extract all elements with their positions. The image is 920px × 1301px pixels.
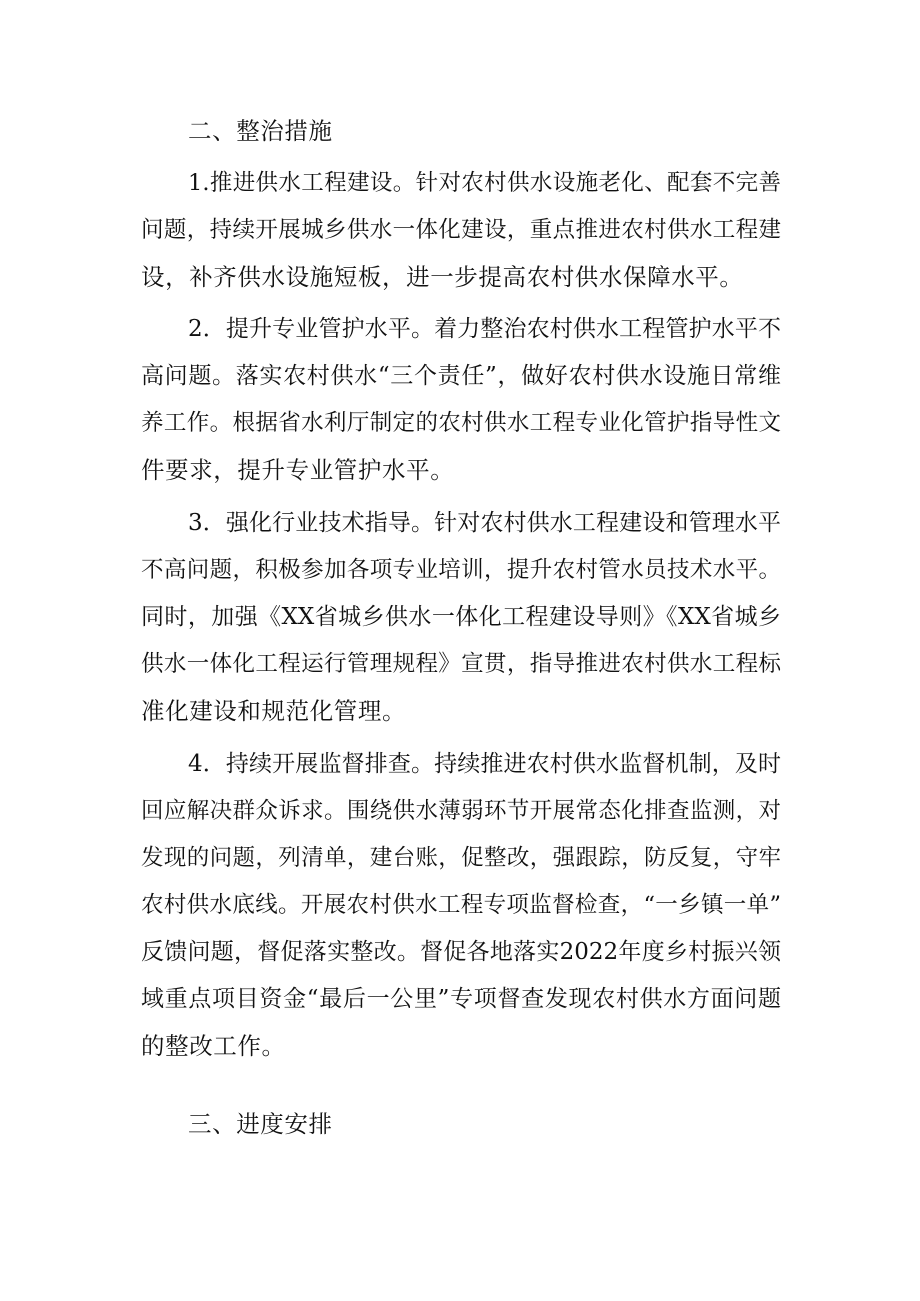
paragraph-2-line-4: 件要求，提升专业管护水平。 [141, 456, 455, 484]
paragraph-4-line-3: 发现的问题，列清单，建台账，促整改，强跟踪，防反复，守牢 [141, 845, 781, 871]
paragraph-4-line-1: 4．持续开展监督排查。持续推进农村供水监督机制，及时 [188, 751, 781, 777]
paragraph-1-line-2: 问题，持续开展城乡供水一体化建设，重点推进农村供水工程建 [141, 217, 781, 243]
paragraph-2-line-3: 养工作。根据省水利厅制定的农村供水工程专业化管护指导性文 [141, 410, 781, 436]
paragraph-3-line-5: 准化建设和规范化管理。 [141, 697, 407, 725]
paragraph-1-line-1: 1.推进供水工程建设。针对农村供水设施老化、配套不完善 [188, 170, 781, 196]
paragraph-3-line-1: 3．强化行业技术指导。针对农村供水工程建设和管理水平 [188, 510, 781, 536]
paragraph-2-line-2: 高问题。落实农村供水“三个责任”，做好农村供水设施日常维 [141, 363, 781, 389]
section-heading-schedule: 三、进度安排 [188, 1110, 333, 1138]
section-heading-measures: 二、整治措施 [188, 117, 333, 145]
paragraph-3-line-3: 同时，加强《XX省城乡供水一体化工程建设导则》《XX省城乡 [141, 604, 781, 630]
paragraph-4-line-6: 域重点项目资金“最后一公里”专项督查发现农村供水方面问题 [141, 986, 781, 1012]
paragraph-3-line-2: 不高问题，积极参加各项专业培训，提升农村管水员技术水平。 [141, 557, 781, 583]
paragraph-4-line-2: 回应解决群众诉求。围绕供水薄弱环节开展常态化排查监测，对 [141, 798, 781, 824]
paragraph-4-line-4: 农村供水底线。开展农村供水工程专项监督检查，“一乡镇一单” [141, 892, 781, 918]
paragraph-4-line-7: 的整改工作。 [141, 1032, 286, 1060]
paragraph-2-line-1: 2．提升专业管护水平。着力整治农村供水工程管护水平不 [188, 316, 781, 342]
paragraph-1-line-3: 设，补齐供水设施短板，进一步提高农村供水保障水平。 [141, 263, 744, 291]
paragraph-4-line-5: 反馈问题，督促落实整改。督促各地落实2022年度乡村振兴领 [141, 939, 781, 965]
paragraph-3-line-4: 供水一体化工程运行管理规程》宣贯，指导推进农村供水工程标 [141, 651, 781, 677]
